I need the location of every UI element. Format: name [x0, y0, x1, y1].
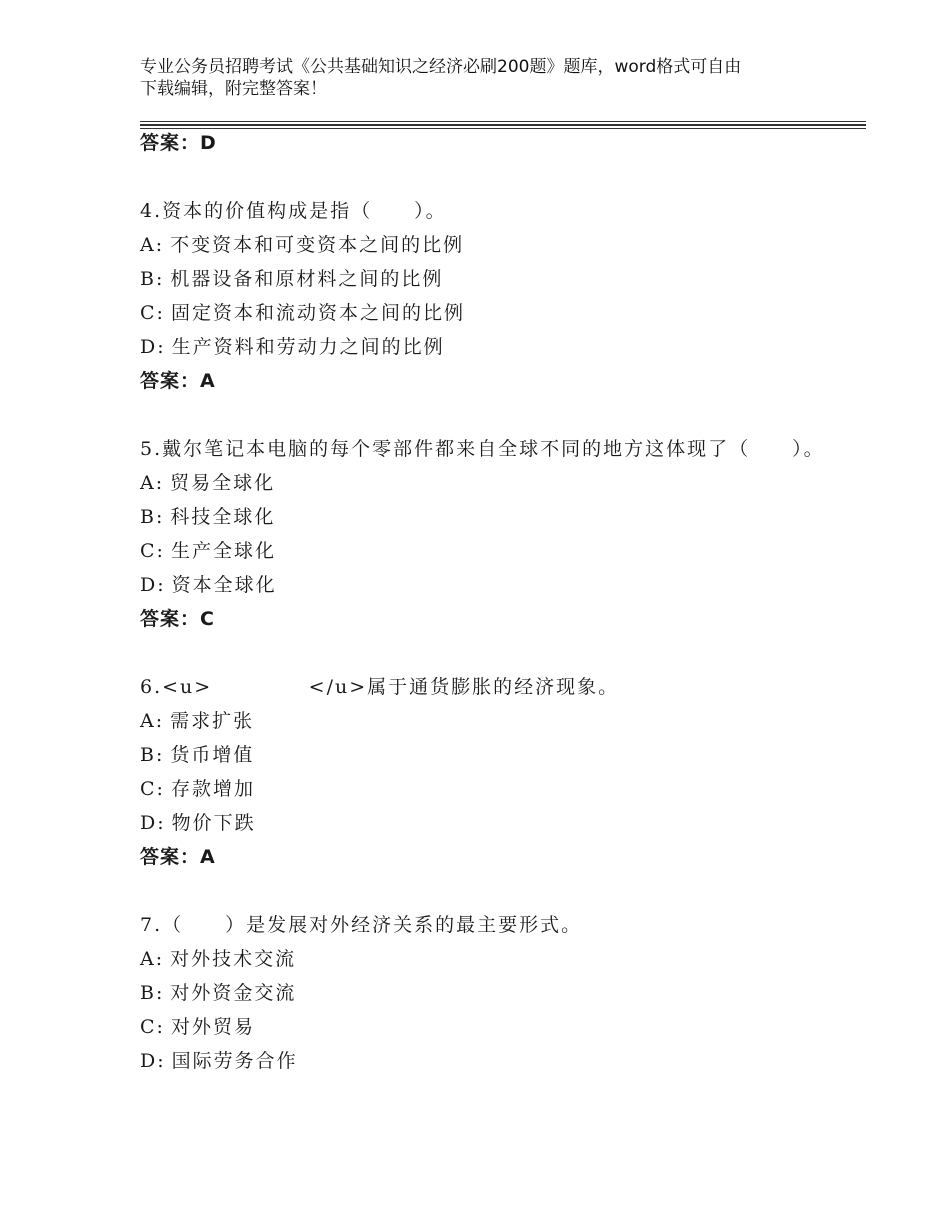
option-d [140, 1044, 840, 1078]
option-a [140, 942, 840, 976]
option-a [140, 704, 840, 738]
option-label: B: [140, 982, 165, 1004]
option-text: 不变资本和可变资本之间的比例 [170, 234, 465, 256]
option-text: 对外资金交流 [170, 982, 297, 1004]
option-text: 贸易全球化 [170, 472, 276, 494]
option-label: B: [140, 744, 165, 766]
question-block [140, 194, 840, 398]
previous-answer: 答案：D [140, 132, 217, 154]
option-text: 需求扩张 [170, 710, 255, 732]
option-text: 对外技术交流 [170, 948, 297, 970]
option-a [140, 466, 840, 500]
option-label: B: [140, 506, 165, 528]
option-text: 机器设备和原材料之间的比例 [170, 268, 444, 290]
question-answer: 答案：A [140, 370, 216, 392]
option-d [140, 330, 840, 364]
option-text: 科技全球化 [170, 506, 276, 528]
question-answer: 答案：C [140, 608, 215, 630]
option-b [140, 976, 840, 1010]
option-c [140, 296, 840, 330]
option-text: 生产资料和劳动力之间的比例 [171, 336, 445, 358]
question-stem: 5.戴尔笔记本电脑的每个零部件都来自全球不同的地方这体现了（ ）。 [140, 438, 825, 460]
option-text: 生产全球化 [170, 540, 276, 562]
option-text: 物价下跌 [171, 812, 256, 834]
option-text: 固定资本和流动资本之间的比例 [170, 302, 465, 324]
option-text: 国际劳务合作 [171, 1050, 298, 1072]
option-c [140, 772, 840, 806]
option-label: C: [140, 1016, 165, 1038]
question-stem: 4.资本的价值构成是指（ ）。 [140, 200, 447, 222]
option-a [140, 228, 840, 262]
header-line-1: 专业公务员招聘考试《公共基础知识之经济必刷200题》题库，word格式可自由 [140, 57, 742, 77]
option-text: 存款增加 [170, 778, 255, 800]
option-text: 货币增值 [170, 744, 255, 766]
option-text: 对外贸易 [170, 1016, 255, 1038]
question-stem: 7.（ ）是发展对外经济关系的最主要形式。 [140, 914, 583, 936]
option-label: D: [140, 1050, 166, 1072]
question-block [140, 908, 840, 1078]
document-header [140, 56, 820, 100]
spacer [140, 874, 840, 908]
question-block [140, 432, 840, 636]
option-d [140, 568, 840, 602]
option-text: 资本全球化 [171, 574, 277, 596]
option-b [140, 500, 840, 534]
question-answer: 答案：A [140, 846, 216, 868]
option-label: A: [140, 948, 165, 970]
header-line-2: 下载编辑，附完整答案！ [140, 79, 327, 99]
option-label: A: [140, 710, 165, 732]
option-c [140, 534, 840, 568]
option-c [140, 1010, 840, 1044]
option-label: D: [140, 574, 166, 596]
spacer [140, 160, 840, 194]
option-b [140, 738, 840, 772]
option-label: A: [140, 234, 165, 256]
question-list [140, 126, 840, 1078]
option-b [140, 262, 840, 296]
option-label: A: [140, 472, 165, 494]
option-label: C: [140, 302, 165, 324]
option-label: D: [140, 336, 166, 358]
option-label: C: [140, 540, 165, 562]
option-d [140, 806, 840, 840]
question-block [140, 670, 840, 874]
option-label: C: [140, 778, 165, 800]
option-label: D: [140, 812, 166, 834]
header-rule-top [140, 121, 866, 122]
question-stem: 6.<u> </u>属于通货膨胀的经济现象。 [140, 676, 620, 698]
spacer [140, 636, 840, 670]
spacer [140, 398, 840, 432]
option-label: B: [140, 268, 165, 290]
